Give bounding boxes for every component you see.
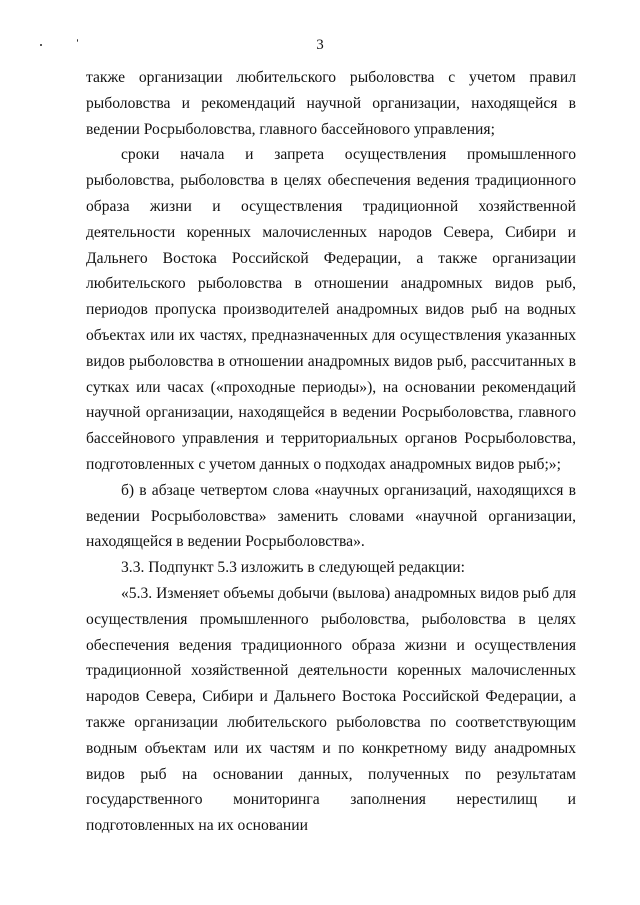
paragraph-subclause-3-3: 3.3. Подпункт 5.3 изложить в следующей редакции: xyxy=(121,559,465,577)
paragraph-spawning-dates: сроки начала и запрета осуществления промышленного рыболовства, рыболовства в целях обеспечения ведения традиционного образа жизни и осуществления традиционной хозяйственной деятельности коренных малочисленных народов Севера, Сибири и Дальнего Востока Российской Федерации, а также организации любительского рыболовства в отношении анадромных видов рыб, периодов пропуска производителей анадромных видов рыб на водных объектах или их частях, предназначенных для осуществления указанных видов рыболовства в отношении анадромных видов рыб, рассчитанных в сутках или часах («проходные периоды»), на основании рекомендаций научной организации, находящейся в ведении Росрыболовства, главного бассейнового управления и территориальных органов Росрыболовства, подготовленных с учетом данных о подходах анадромных видов рыб;»; xyxy=(86,146,576,473)
paragraph-clause-5-3: «5.3. Изменяет объемы добычи (вылова) анадромных видов рыб для осуществления промышленного рыболовства, рыболовства в целях обеспечения ведения традиционного образа жизни и осуществления традиционной хозяйственной деятельности коренных малочисленных народов Севера, Сибири и Дальнего Востока Российской Федерации, а также организации любительского рыболовства по соответствующим водным объектам или их частям и по конкретному виду анадромных видов рыб на основании данных, полученных по результатам государственного мониторинга заполнения нерестилищ и подготовленных на их основании xyxy=(86,584,576,835)
paragraph-continuation: также организации любительского рыболовства с учетом правил рыболовства и рекомендаций научной организации, находящейся в ведении Росрыболовства, главного бассейнового управления; xyxy=(86,69,576,138)
document-body xyxy=(86,65,576,839)
page-number: 3 xyxy=(316,37,324,53)
paragraph-amendment-b: б) в абзаце четвертом слова «научных организаций, находящихся в ведении Росрыболовства» заменить словами «научной организации, находящейся в ведении Росрыболовства». xyxy=(86,481,576,551)
